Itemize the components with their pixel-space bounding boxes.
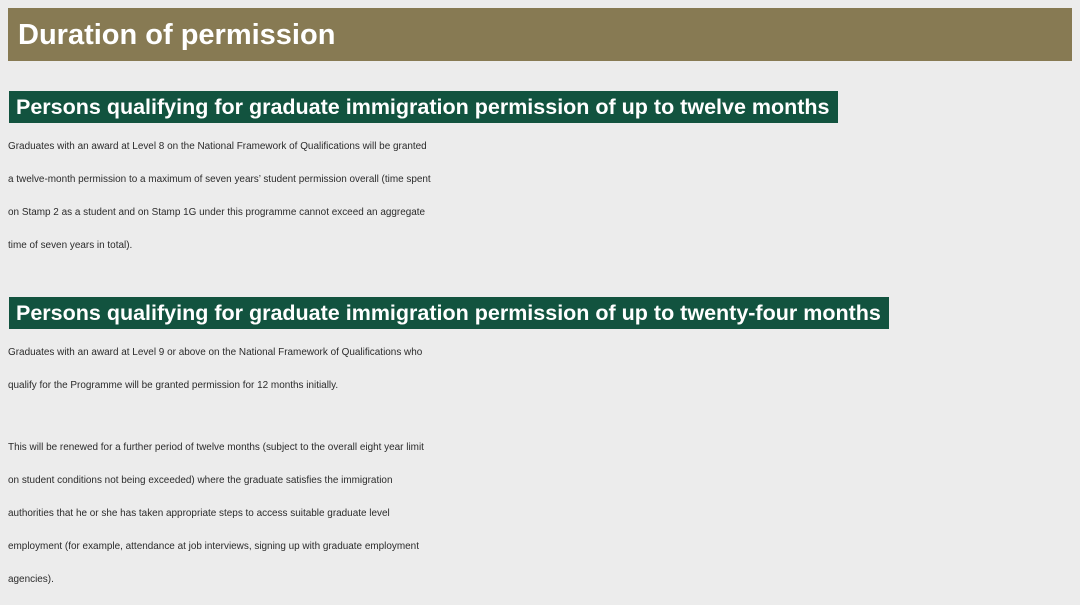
- section-title-bar: [8, 8, 1072, 61]
- paragraph-line: Graduates with an award at Level 9 or above on the National Framework of Qualifications who: [8, 347, 423, 358]
- paragraph-line: employment (for example, attendance at job interviews, signing up with graduate employment: [8, 541, 419, 552]
- paragraph-line: on Stamp 2 as a student and on Stamp 1G under this programme cannot exceed an aggregate: [8, 207, 426, 218]
- paragraph-line: agencies).: [8, 574, 54, 585]
- paragraph-level-9: [8, 336, 1076, 402]
- subheading-twelve-months: Persons qualifying for graduate immigration permission of up to twelve months: [9, 91, 838, 123]
- paragraph-line: This will be renewed for a further period of twelve months (subject to the overall eight year limit: [8, 442, 424, 453]
- paragraph-line: time of seven years in total).: [8, 240, 133, 251]
- subheading-twenty-four-months: Persons qualifying for graduate immigration permission of up to twenty-four months: [9, 297, 889, 329]
- section-title: Duration of permission: [18, 19, 336, 51]
- paragraph-line: authorities that he or she has taken appropriate steps to access suitable graduate level: [8, 508, 390, 519]
- paragraph-line: on student conditions not being exceeded) where the graduate satisfies the immigration: [8, 475, 393, 486]
- paragraph-level-8: [8, 130, 1076, 262]
- paragraph-line: qualify for the Programme will be granted permission for 12 months initially.: [8, 380, 339, 391]
- paragraph-line: Graduates with an award at Level 8 on the National Framework of Qualifications will be granted: [8, 141, 427, 152]
- paragraph-renewal: [8, 431, 1076, 596]
- paragraph-line: a twelve-month permission to a maximum of seven years’ student permission overall (time spent: [8, 174, 431, 185]
